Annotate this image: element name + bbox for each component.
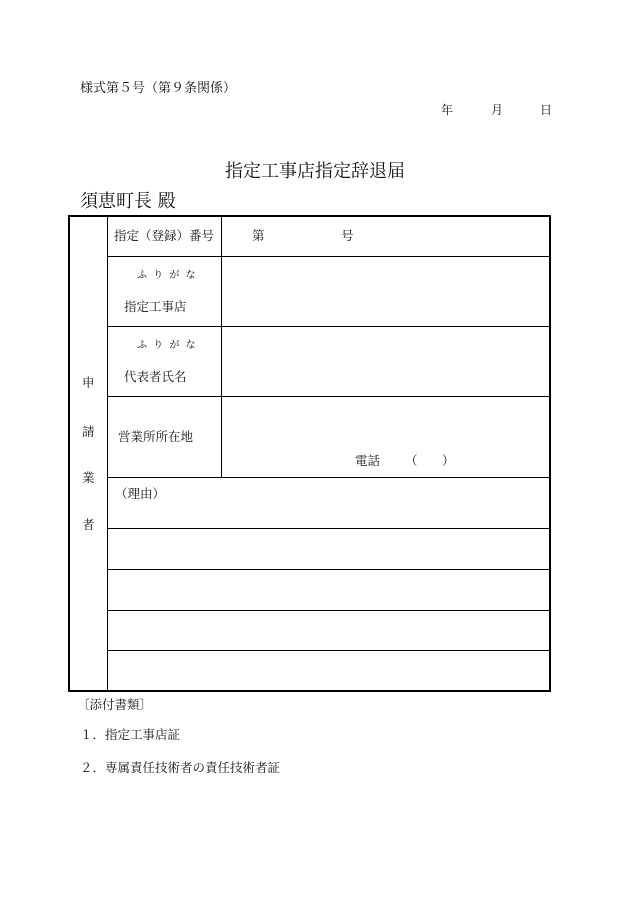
- contractor-name-label-cell: [108, 257, 222, 327]
- representative-label-cell: [108, 327, 222, 397]
- registration-number-value-cell: [222, 215, 551, 257]
- phone-close-paren: ）: [442, 453, 455, 468]
- reason-line: [108, 529, 551, 570]
- addressee: 須恵町長 殿: [80, 191, 176, 212]
- office-address-label-cell: [108, 397, 222, 478]
- attachment-item: ２．専属責任技術者の責任技術者証: [80, 760, 281, 775]
- reason-label: （理由）: [115, 486, 166, 501]
- application-table: [68, 215, 551, 692]
- date-year-label: 年: [441, 103, 454, 117]
- contractor-name-value-cell: [222, 257, 551, 327]
- phone-open-paren: （: [405, 453, 418, 468]
- registration-number-label-cell: [108, 215, 222, 257]
- reason-row: [108, 478, 551, 529]
- applicant-char: 業: [82, 470, 95, 485]
- reason-line: [108, 570, 551, 611]
- date-day-label: 日: [540, 103, 553, 117]
- attachment-item: １．指定工事店証: [80, 727, 181, 742]
- registration-number-suffix: 号: [341, 228, 354, 243]
- representative-value-cell: [222, 327, 551, 397]
- contractor-name-label: 指定工事店: [124, 299, 187, 314]
- document-title: 指定工事店指定辞退届: [225, 161, 405, 182]
- contractor-name-furigana: ふ り が な: [137, 270, 196, 281]
- form-number: 様式第５号（第９条関係）: [80, 81, 237, 96]
- representative-furigana: ふ り が な: [137, 340, 196, 351]
- date-month-label: 月: [491, 103, 504, 117]
- applicant-column: [68, 215, 108, 692]
- attachments-heading: 〔添付書類〕: [77, 697, 153, 712]
- reason-line: [108, 651, 551, 692]
- applicant-char: 請: [82, 424, 95, 439]
- office-address-label: 営業所所在地: [118, 429, 194, 444]
- representative-label: 代表者氏名: [124, 369, 187, 384]
- phone-label: 電話: [355, 453, 381, 468]
- applicant-char: 者: [82, 517, 95, 532]
- registration-number-prefix: 第: [252, 228, 265, 243]
- reason-line: [108, 611, 551, 651]
- registration-number-label: 指定（登録）番号: [114, 228, 215, 243]
- applicant-char: 申: [82, 375, 95, 390]
- office-address-value-cell: [222, 397, 551, 478]
